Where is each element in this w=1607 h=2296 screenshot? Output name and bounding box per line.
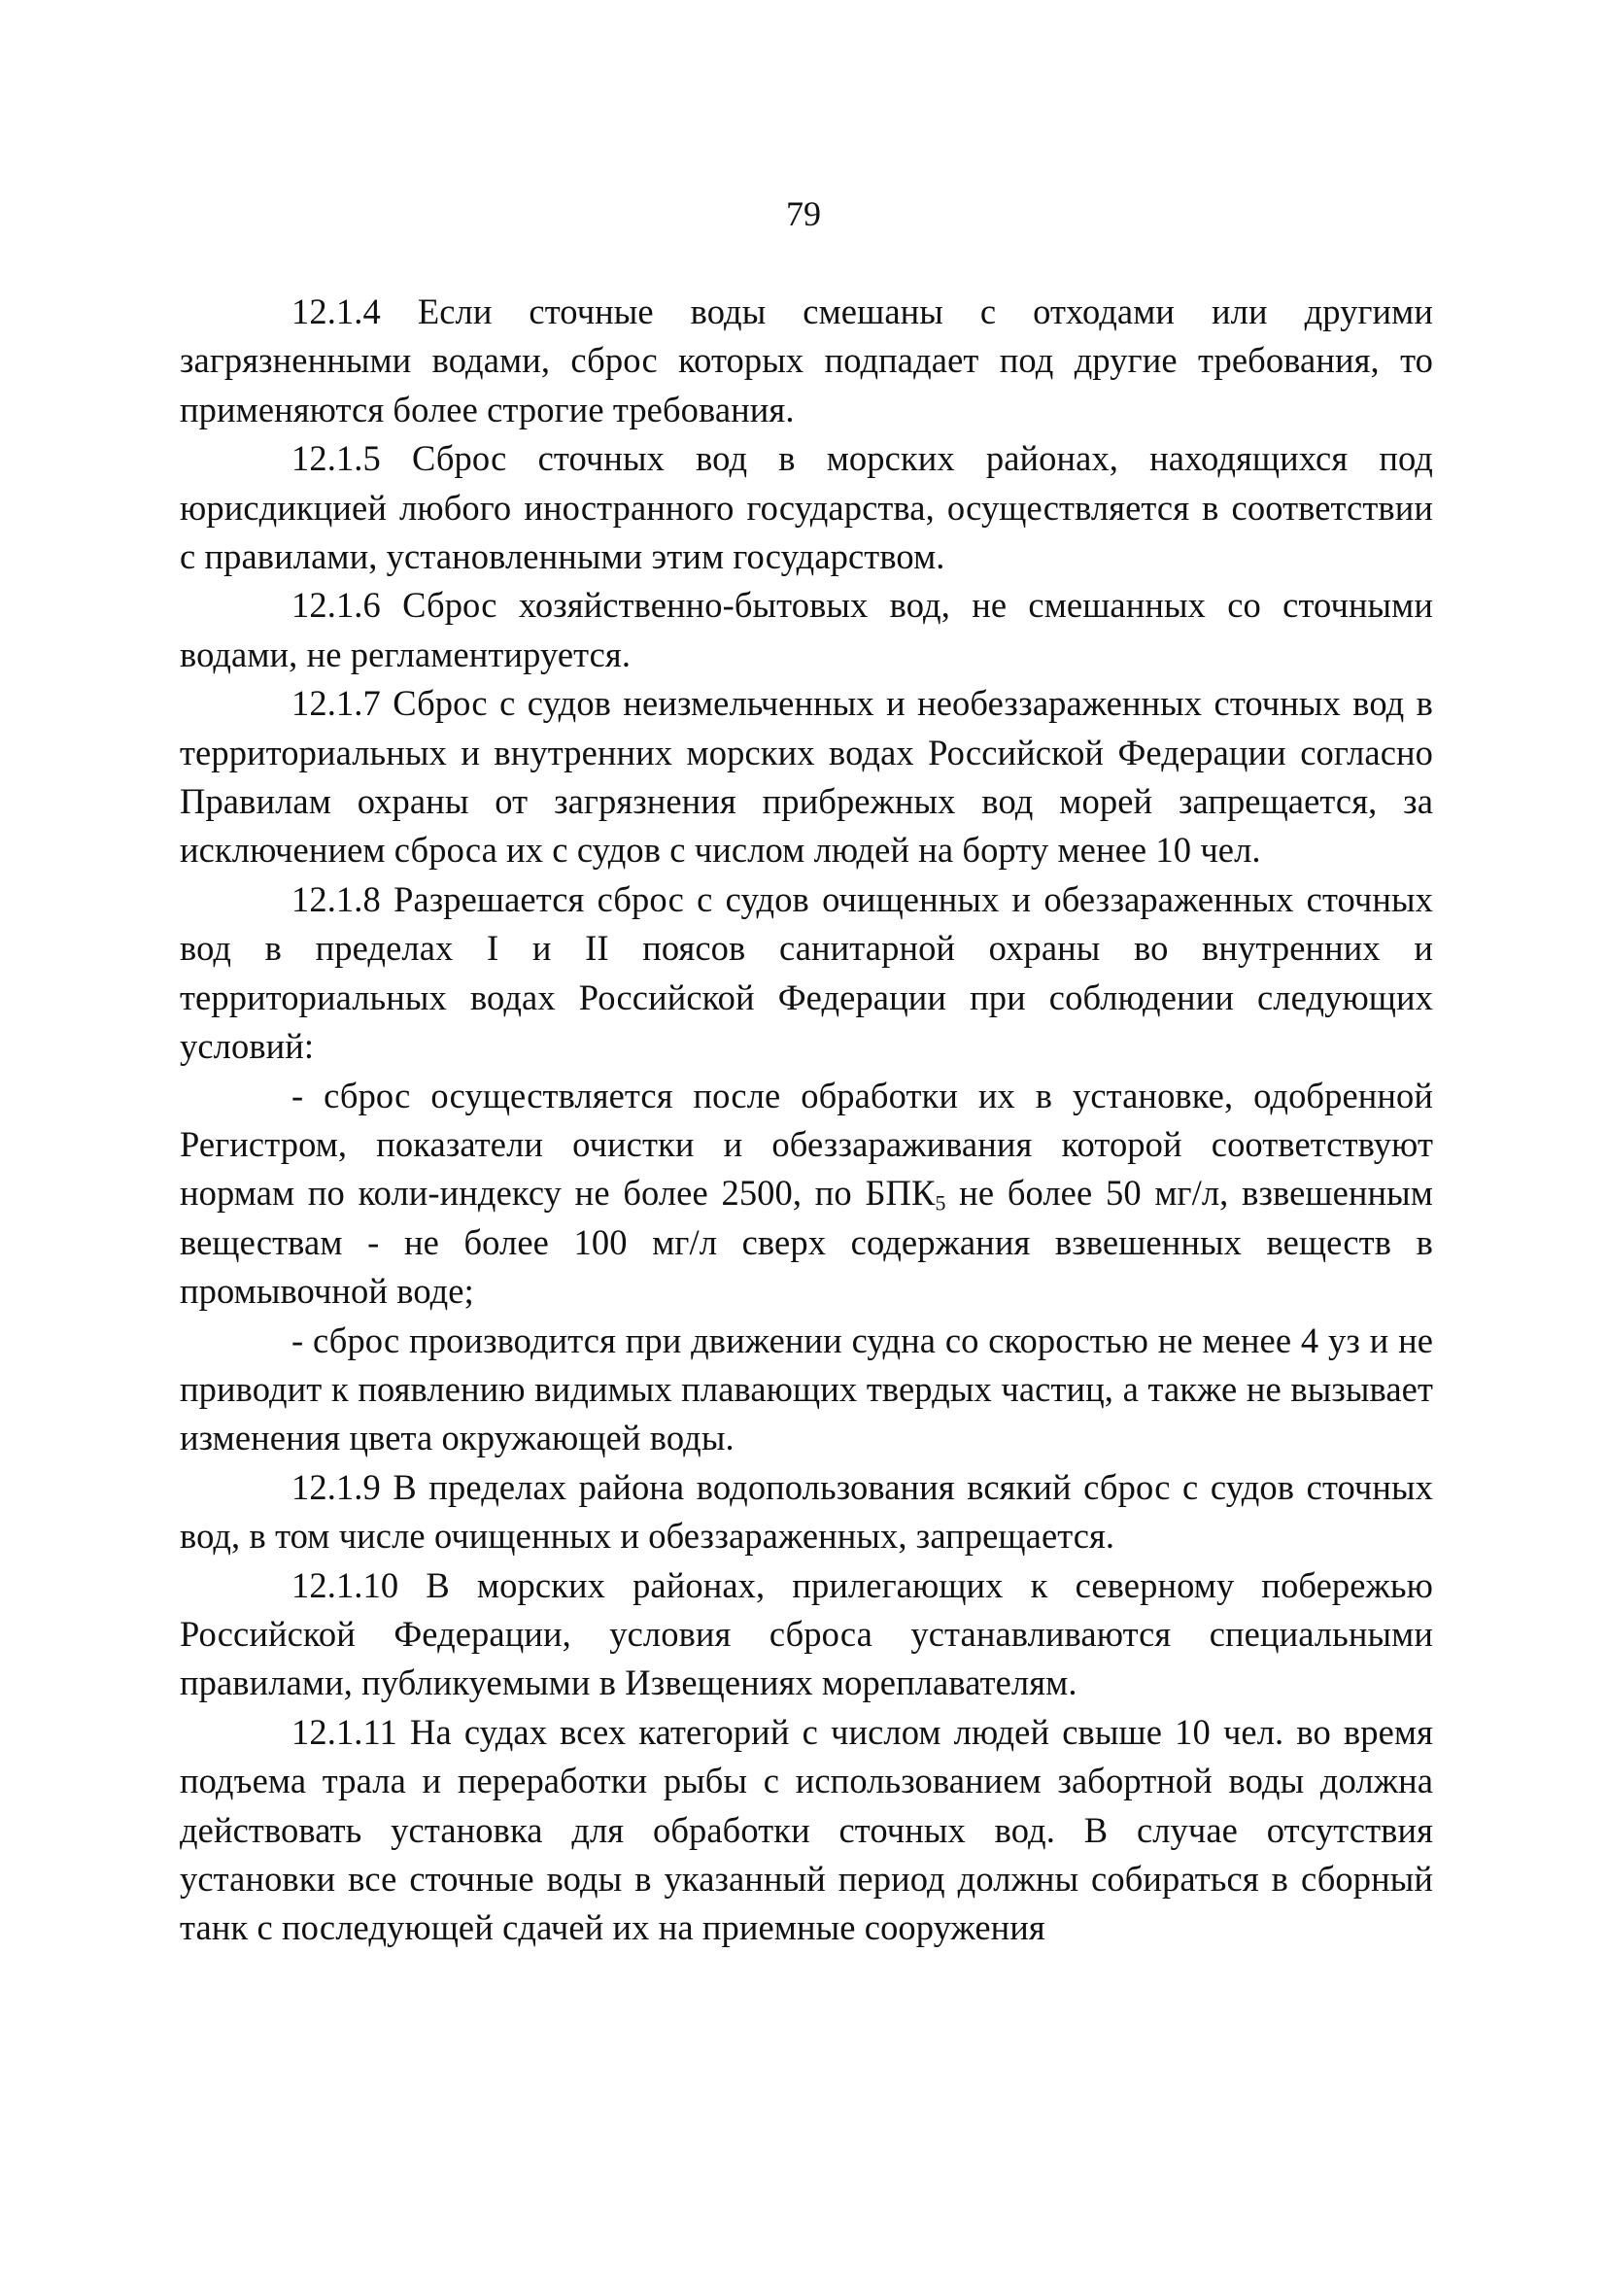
- clause-text: Если сточные воды смешаны с отходами или другими загрязненными водами, сброс которых подпадает под другие требования, то применяются более строгие требования.: [180, 291, 1433, 429]
- condition-item-speed: [180, 1317, 1433, 1463]
- clause-text: Сброс с судов неизмельченных и необеззараженных сточных вод в территориальных и внутренних морских водах Российской Федерации согласно Правилам охраны от загрязнения прибрежных вод морей запрещается, за исключением сброса их с судов с числом людей на борту менее 10 чел.: [180, 683, 1434, 871]
- clause-number: 12.1.6: [291, 585, 381, 626]
- clause-text: Разрешается сброс с судов очищенных и обеззараженных сточных вод в пределах I и II поясов санитарной охраны во внутренних и территориальных водах Российской Федерации при соблюдении следующих условий:: [180, 878, 1433, 1067]
- clause-text: - сброс осуществляется после обработки их в установке, одобренной Регистром, показатели очистки и обеззараживания которой соответствуют нормам по коли-индексу не более 2500, по БПК: [180, 1075, 1433, 1214]
- page-number: 79: [786, 194, 821, 233]
- body-text: [180, 288, 1433, 1953]
- clause-text: - сброс производится при движении судна со скоростью не менее 4 уз и не приводит к появлению видимых плавающих твердых частиц, а также не вызывает изменения цвета окружающей воды.: [180, 1319, 1433, 1458]
- paragraph-12-1-6: [180, 581, 1433, 679]
- clause-text: В пределах района водопользования всякий сброс с судов сточных вод, в том числе очищенных и обеззараженных, запрещается.: [180, 1466, 1433, 1557]
- paragraph-12-1-4: [180, 288, 1433, 434]
- paragraph-12-1-11: [180, 1708, 1433, 1953]
- clause-number: 12.1.5: [291, 438, 381, 479]
- clause-number: 12.1.11: [291, 1711, 397, 1752]
- paragraph-12-1-8: [180, 875, 1433, 1072]
- clause-number: 12.1.7: [291, 683, 381, 724]
- paragraph-12-1-7: [180, 679, 1433, 875]
- paragraph-12-1-5: [180, 434, 1433, 581]
- clause-number: 12.1.8: [291, 878, 381, 919]
- clause-text: Сброс хозяйственно-бытовых вод, не смешанных со сточными водами, не регламентируется.: [180, 585, 1433, 674]
- clause-text: Сброс сточных вод в морских районах, находящихся под юрисдикцией любого иностранного государства, осуществляется в соответствии с правилами, установленными этим государством.: [180, 438, 1433, 577]
- clause-number: 12.1.4: [291, 291, 381, 331]
- clause-number: 12.1.10: [291, 1564, 399, 1605]
- clause-text-continued: не более 50 мг/л, взвешенным веществам - не более 100 мг/л сверх содержания взвешенных веществ в промывочной воде;: [180, 1173, 1433, 1312]
- clause-text: В морских районах, прилегающих к северному побережью Российской Федерации, условия сброса устанавливаются специальными правилами, публикуемыми в Извещениях мореплавателям.: [180, 1564, 1433, 1703]
- paragraph-12-1-10: [180, 1561, 1433, 1708]
- subscript: 5: [935, 1190, 946, 1216]
- condition-item-treatment: [180, 1072, 1433, 1317]
- paragraph-12-1-9: [180, 1463, 1433, 1561]
- clause-number: 12.1.9: [291, 1466, 381, 1507]
- clause-text: На судах всех категорий с числом людей свыше 10 чел. во время подъема трала и переработки рыбы с использованием забортной воды должна действовать установка для обработки сточных вод. В случае отсутствия установки все сточные воды в указанный период должны собираться в сборный танк с последующей сдачей их на приемные сооружения: [180, 1711, 1433, 1948]
